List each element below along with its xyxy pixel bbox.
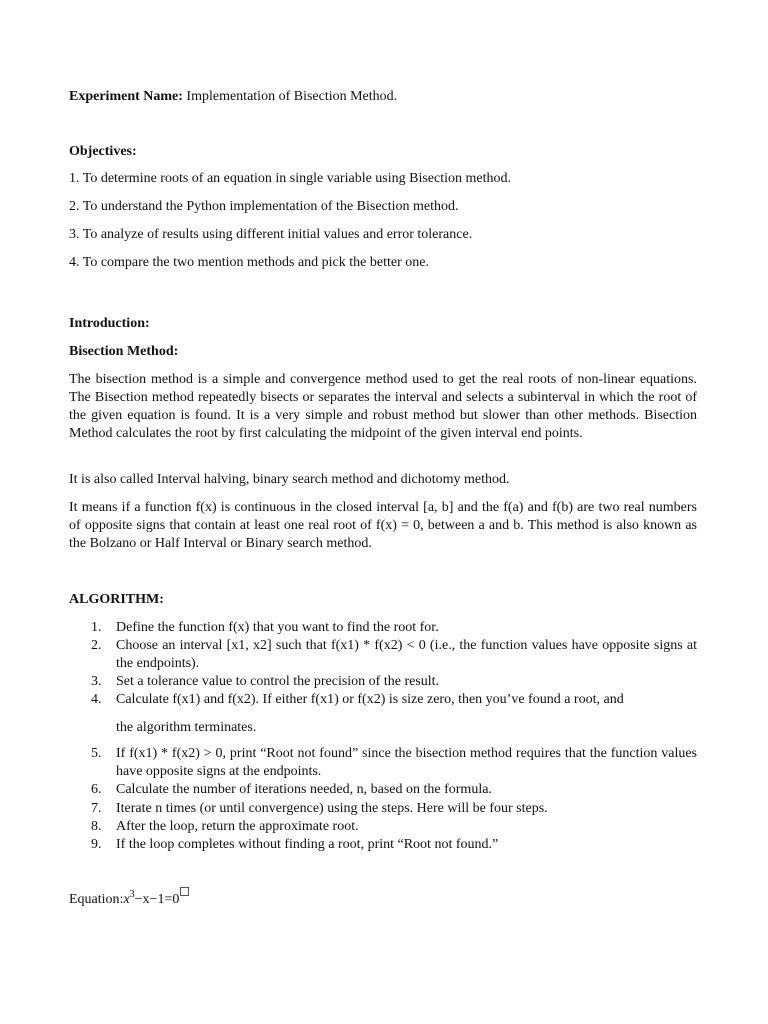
experiment-line [69, 88, 697, 106]
step-text: Define the function f(x) that you want to find the root for. [116, 620, 439, 635]
step-text: If the loop completes without finding a root, print “Root not found.” [116, 837, 499, 852]
intro-paragraph-1: The bisection method is a simple and convergence method used to get the real roots of non-linear equations. The Bisection method repeatedly bisects or separates the interval and selects a subinterval in which the root of the given equation is found. It is a very simple and robust method but slower than other methods. Bisection Method calculates the root by first calculating the midpoint of the given interval end points. [69, 372, 697, 441]
equation-line [69, 891, 189, 910]
intro-paragraph-2: It is also called Interval halving, binary search method and dichotomy method. [69, 472, 510, 487]
objective-item: 3. To analyze of results using different initial values and error tolerance. [69, 227, 473, 242]
equation-formula [123, 889, 180, 907]
objective-item: 4. To compare the two mention methods and pick the better one. [69, 255, 429, 270]
step-number: 7. [91, 801, 102, 816]
experiment-value: Implementation of Bisection Method. [182, 89, 398, 104]
step-number: 5. [91, 746, 102, 761]
equation-variable: x [123, 892, 130, 907]
step-number: 8. [91, 819, 102, 834]
experiment-label: Experiment Name: [69, 89, 183, 104]
step-number: 6. [91, 782, 102, 797]
equation-rest: −x−1=0 [134, 892, 180, 907]
intro-paragraph-3: It means if a function f(x) is continuous in the closed interval [a, b] and the f(a) and f(b) are two real numbers of opposite signs that contain at least one real root of f(x) = 0, between a and b. This method is also known as the Bolzano or Half Interval or Binary search method. [69, 500, 697, 551]
step-text: After the loop, return the approximate root. [116, 819, 359, 834]
step-text: Set a tolerance value to control the precision of the result. [116, 674, 440, 689]
algorithm-heading: ALGORITHM: [69, 592, 164, 607]
step-number: 3. [91, 674, 102, 689]
step-number: 1. [91, 620, 102, 635]
step-number: 2. [91, 638, 102, 653]
objectives-heading: Objectives: [69, 144, 137, 159]
step-number: 4. [91, 692, 102, 707]
objective-item: 2. To understand the Python implementation of the Bisection method. [69, 199, 459, 214]
missing-glyph-box [180, 887, 189, 896]
step-text: Choose an interval [x1, x2] such that f(x1) * f(x2) < 0 (i.e., the function values have opposite signs at the endpoints). [116, 638, 697, 671]
step-text: If f(x1) * f(x2) > 0, print “Root not found” since the bisection method requires that the function values have opposite signs at the endpoints. [116, 746, 697, 779]
step-number: 9. [91, 837, 102, 852]
step-text: Calculate the number of iterations needed, n, based on the formula. [116, 782, 492, 797]
introduction-heading: Introduction: [69, 316, 150, 331]
objective-item: 1. To determine roots of an equation in single variable using Bisection method. [69, 171, 512, 186]
equation-label: Equation: [69, 892, 124, 907]
step-text: the algorithm terminates. [116, 720, 257, 735]
bisection-subheading: Bisection Method: [69, 344, 179, 359]
step-text: Iterate n times (or until convergence) using the steps. Here will be four steps. [116, 801, 548, 816]
step-text: Calculate f(x1) and f(x2). If either f(x1) or f(x2) is size zero, then you’ve found a root, and [116, 692, 624, 707]
equation-exponent: 3 [129, 889, 135, 900]
